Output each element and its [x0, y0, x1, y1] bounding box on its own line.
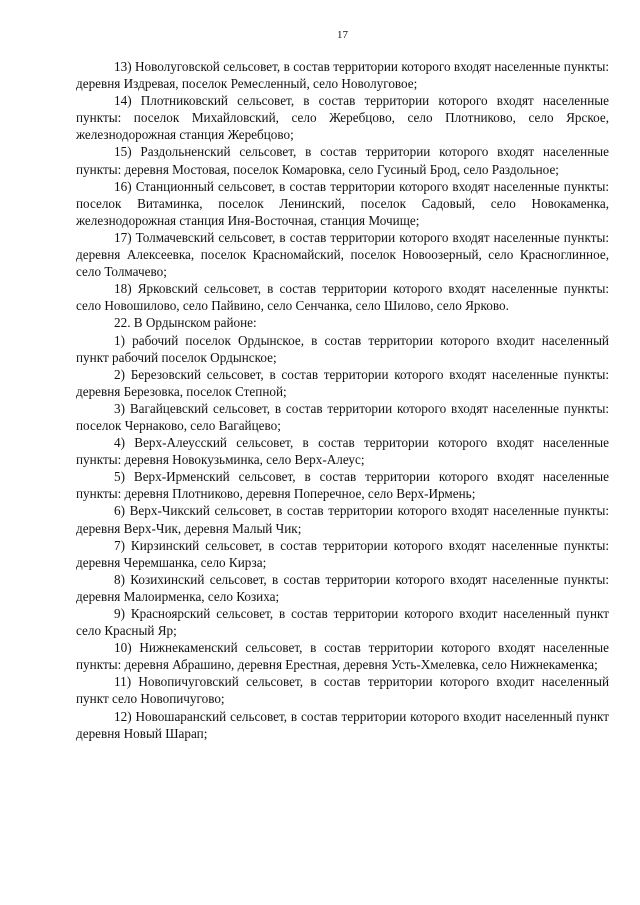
paragraph: 1) рабочий поселок Ордынское, в состав территории которого входит населенный пункт рабочий поселок Ордынское;: [76, 332, 609, 365]
paragraph: 2) Березовский сельсовет, в состав территории которого входят населенные пункты: деревня Березовка, поселок Степной;: [76, 366, 609, 399]
paragraph: 7) Кирзинский сельсовет, в состав территории которого входят населенные пункты: деревня Черемшанка, село Кирза;: [76, 537, 609, 570]
paragraph: 10) Нижнекаменский сельсовет, в состав территории которого входят населенные пункты: деревня Абрашино, деревня Ерестная, деревня Усть-Хмелевка, село Нижнекаменка;: [76, 640, 609, 673]
paragraph: 4) Верх-Алеусский сельсовет, в состав территории которого входят населенные пункты: деревня Новокузьминка, село Верх-Алеус;: [76, 435, 609, 468]
paragraph: 9) Красноярский сельсовет, в состав территории которого входит населенный пункт село Красный Яр;: [76, 606, 609, 639]
page-number: 17: [337, 29, 348, 41]
paragraph: 14) Плотниковский сельсовет, в состав территории которого входят населенные пункты: поселок Михайловский, село Жеребцово, село Плотниково, село Ярское, железнодорожная станция Жеребцово;: [76, 93, 609, 143]
paragraph: 12) Новошаранский сельсовет, в состав территории которого входит населенный пункт деревня Новый Шарап;: [76, 708, 609, 741]
paragraph: 11) Новопичуговский сельсовет, в состав территории которого входит населенный пункт село Новопичугово;: [76, 674, 609, 707]
paragraph: 6) Верх-Чикский сельсовет, в состав территории которого входят населенные пункты: деревня Верх-Чик, деревня Малый Чик;: [76, 503, 609, 536]
paragraph: 8) Козихинский сельсовет, в состав территории которого входят населенные пункты: деревня Малоирменка, село Козиха;: [76, 571, 609, 604]
section-heading: 22. В Ордынском районе:: [114, 315, 257, 331]
paragraph: 5) Верх-Ирменский сельсовет, в состав территории которого входят населенные пункты: деревня Плотниково, деревня Поперечное, село Верх-Ирмень;: [76, 469, 609, 502]
paragraph: 3) Вагайцевский сельсовет, в состав территории которого входят населенные пункты: поселок Чернаково, село Вагайцево;: [76, 400, 609, 433]
paragraph: 18) Ярковский сельсовет, в состав территории которого входят населенные пункты: село Новошилово, село Пайвино, село Сенчанка, село Шилово, село Ярково.: [76, 281, 609, 314]
paragraph: 13) Новолуговской сельсовет, в состав территории которого входят населенные пункты: деревня Издревая, поселок Ремесленный, село Новолуговое;: [76, 59, 609, 92]
paragraph: 17) Толмачевский сельсовет, в состав территории которого входят населенные пункты: деревня Алексеевка, поселок Красномайский, поселок Новоозерный, село Красноглинное, село Толмачево;: [76, 229, 609, 280]
paragraph: 16) Станционный сельсовет, в состав территории которого входят населенные пункты: поселок Витаминка, поселок Ленинский, поселок Садовый, село Новокаменка, железнодорожная станция Иня-Восточная, станция Мочище;: [76, 178, 609, 228]
document-page: [76, 28, 609, 742]
paragraph: 15) Раздольненский сельсовет, в состав территории которого входят населенные пункты: деревня Мостовая, поселок Комаровка, село Гусиный Брод, село Раздольное;: [76, 144, 609, 177]
